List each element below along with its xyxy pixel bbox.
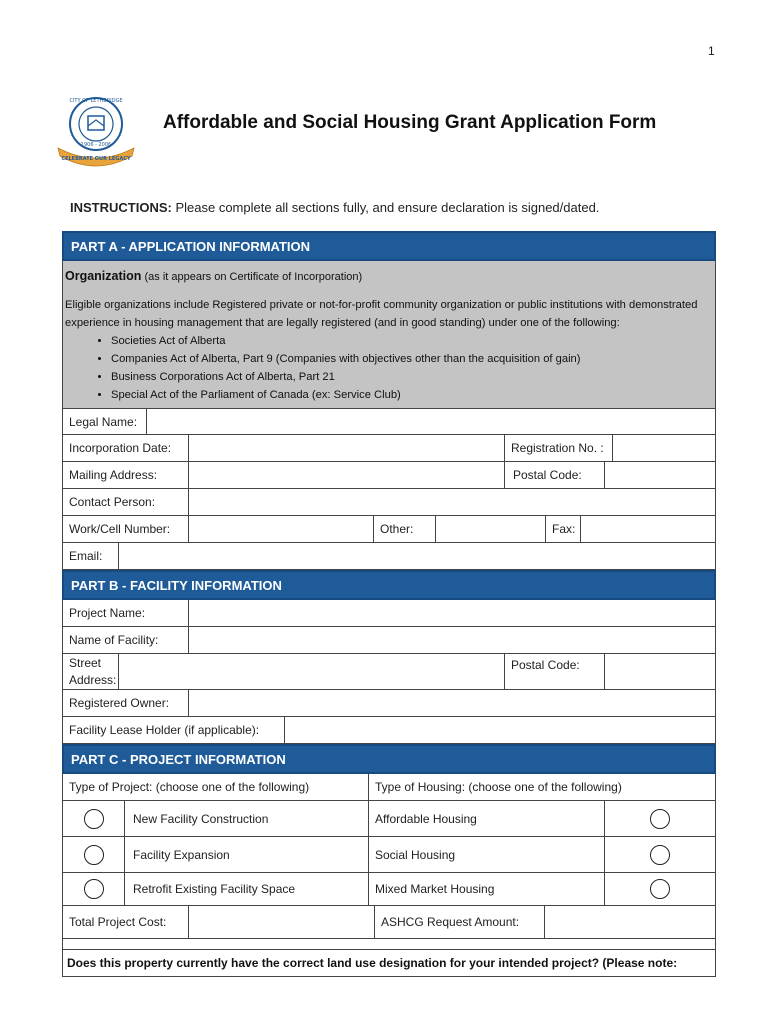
project-name-input[interactable]: [189, 600, 715, 626]
type-of-project-label: Type of Project: (choose one of the following): [63, 774, 369, 800]
social-housing-label: Social Housing: [369, 837, 605, 872]
part-b-heading: PART B - FACILITY INFORMATION: [62, 570, 716, 600]
ashcg-request-label: ASHCG Request Amount:: [375, 906, 545, 938]
project-name-row: [62, 600, 716, 627]
email-row: [62, 543, 716, 570]
instructions-label: INSTRUCTIONS:: [70, 200, 172, 215]
organization-info: [62, 261, 716, 408]
incorporation-date-label: Incorporation Date:: [63, 435, 189, 461]
street-label-line1: Street: [69, 655, 102, 670]
facility-expansion-radio-cell[interactable]: [63, 837, 125, 872]
logo-city-text: CITY OF LETHBRIDGE: [69, 98, 123, 104]
phone-row: [62, 516, 716, 543]
registration-no-input[interactable]: [613, 435, 715, 461]
type-header-row: [62, 774, 716, 801]
mailing-address-label: Mailing Address:: [63, 462, 189, 488]
organization-note: (as it appears on Certificate of Incorporation): [144, 271, 363, 283]
lease-holder-row: [62, 717, 716, 744]
registered-owner-label: Registered Owner:: [63, 690, 189, 716]
logo-years-text: 1906 - 2006: [80, 142, 112, 148]
registered-owner-row: [62, 690, 716, 717]
incorporation-date-input[interactable]: [189, 435, 505, 461]
part-c-heading: PART C - PROJECT INFORMATION: [62, 744, 716, 774]
new-construction-radio-cell[interactable]: [63, 801, 125, 836]
application-form: [62, 231, 716, 977]
affordable-housing-radio-cell[interactable]: [605, 801, 715, 836]
facility-expansion-label: Facility Expansion: [125, 837, 369, 872]
facility-name-input[interactable]: [189, 627, 715, 653]
total-project-cost-input[interactable]: [189, 906, 375, 938]
contact-row: [62, 489, 716, 516]
new-construction-radio[interactable]: [84, 809, 104, 829]
act-item: • Societies Act of Alberta: [111, 332, 713, 350]
registered-owner-input[interactable]: [189, 690, 715, 716]
fax-input[interactable]: [581, 516, 715, 542]
facility-postal-code-input[interactable]: [605, 654, 715, 689]
ashcg-request-input[interactable]: [545, 906, 715, 938]
lease-holder-input[interactable]: [285, 717, 715, 743]
incorporation-row: [62, 435, 716, 462]
act-item: • Special Act of the Parliament of Canada (ex: Service Club): [111, 386, 713, 404]
registration-no-label: Registration No. :: [505, 435, 613, 461]
project-name-label: Project Name:: [63, 600, 189, 626]
facility-name-row: [62, 627, 716, 654]
total-project-cost-label: Total Project Cost:: [63, 906, 189, 938]
retrofit-label: Retrofit Existing Facility Space: [125, 873, 369, 905]
logo-ribbon-text: CELEBRATE OUR LEGACY: [61, 156, 131, 162]
option-row: [62, 837, 716, 873]
legal-name-label: Legal Name:: [63, 409, 147, 434]
retrofit-radio[interactable]: [84, 879, 104, 899]
social-housing-radio-cell[interactable]: [605, 837, 715, 872]
facility-name-label: Name of Facility:: [63, 627, 189, 653]
mixed-market-radio-cell[interactable]: [605, 873, 715, 905]
act-item: • Business Corporations Act of Alberta, Part 21: [111, 368, 713, 386]
mailing-row: [62, 462, 716, 489]
option-row: [62, 873, 716, 906]
form-title: Affordable and Social Housing Grant Application Form: [163, 112, 657, 133]
email-input[interactable]: [119, 543, 715, 569]
email-label: Email:: [63, 543, 119, 569]
street-label-line2: Address:: [69, 672, 117, 687]
legal-name-input[interactable]: [147, 409, 715, 434]
page-number: 1: [708, 44, 715, 58]
affordable-housing-label: Affordable Housing: [369, 801, 605, 836]
instructions: [70, 200, 599, 215]
instructions-text: Please complete all sections fully, and ensure declaration is signed/dated.: [175, 200, 600, 215]
facility-expansion-radio[interactable]: [84, 845, 104, 865]
postal-code-label: Postal Code:: [505, 462, 605, 488]
acts-list: [65, 332, 713, 404]
option-row: [62, 801, 716, 837]
spacer: [62, 939, 716, 949]
mixed-market-housing-label: Mixed Market Housing: [369, 873, 605, 905]
other-label: Other:: [374, 516, 436, 542]
street-address-input[interactable]: [119, 654, 505, 689]
eligibility-text: Eligible organizations include Registered private or not-for-profit community organization or public institutions with demonstrated experience in housing management that are legally registered (and in good standing) under one of the following:: [65, 299, 698, 329]
legal-name-row: [62, 408, 716, 435]
contact-person-label: Contact Person:: [63, 489, 189, 515]
work-cell-input[interactable]: [189, 516, 374, 542]
street-address-row: [62, 654, 716, 690]
postal-code-input[interactable]: [605, 462, 715, 488]
act-item: • Companies Act of Alberta, Part 9 (Companies with objectives other than the acquisition of gain): [111, 350, 713, 368]
street-address-label: [63, 654, 119, 689]
new-construction-label: New Facility Construction: [125, 801, 369, 836]
social-housing-radio[interactable]: [650, 845, 670, 865]
lease-holder-label: Facility Lease Holder (if applicable):: [63, 717, 285, 743]
affordable-housing-radio[interactable]: [650, 809, 670, 829]
organization-label: Organization: [65, 269, 142, 283]
land-use-question: Does this property currently have the correct land use designation for your intended project? (Please note:: [62, 949, 716, 977]
type-of-housing-label: Type of Housing: (choose one of the following): [375, 780, 622, 794]
mailing-address-input[interactable]: [189, 462, 505, 488]
facility-postal-code-label: Postal Code:: [505, 654, 605, 689]
mixed-market-radio[interactable]: [650, 879, 670, 899]
other-input[interactable]: [436, 516, 546, 542]
part-a-heading: PART A - APPLICATION INFORMATION: [62, 231, 716, 261]
contact-person-input[interactable]: [189, 489, 715, 515]
fax-label: Fax:: [546, 516, 581, 542]
city-logo: [52, 90, 140, 170]
work-cell-label: Work/Cell Number:: [63, 516, 189, 542]
cost-row: [62, 906, 716, 939]
retrofit-radio-cell[interactable]: [63, 873, 125, 905]
